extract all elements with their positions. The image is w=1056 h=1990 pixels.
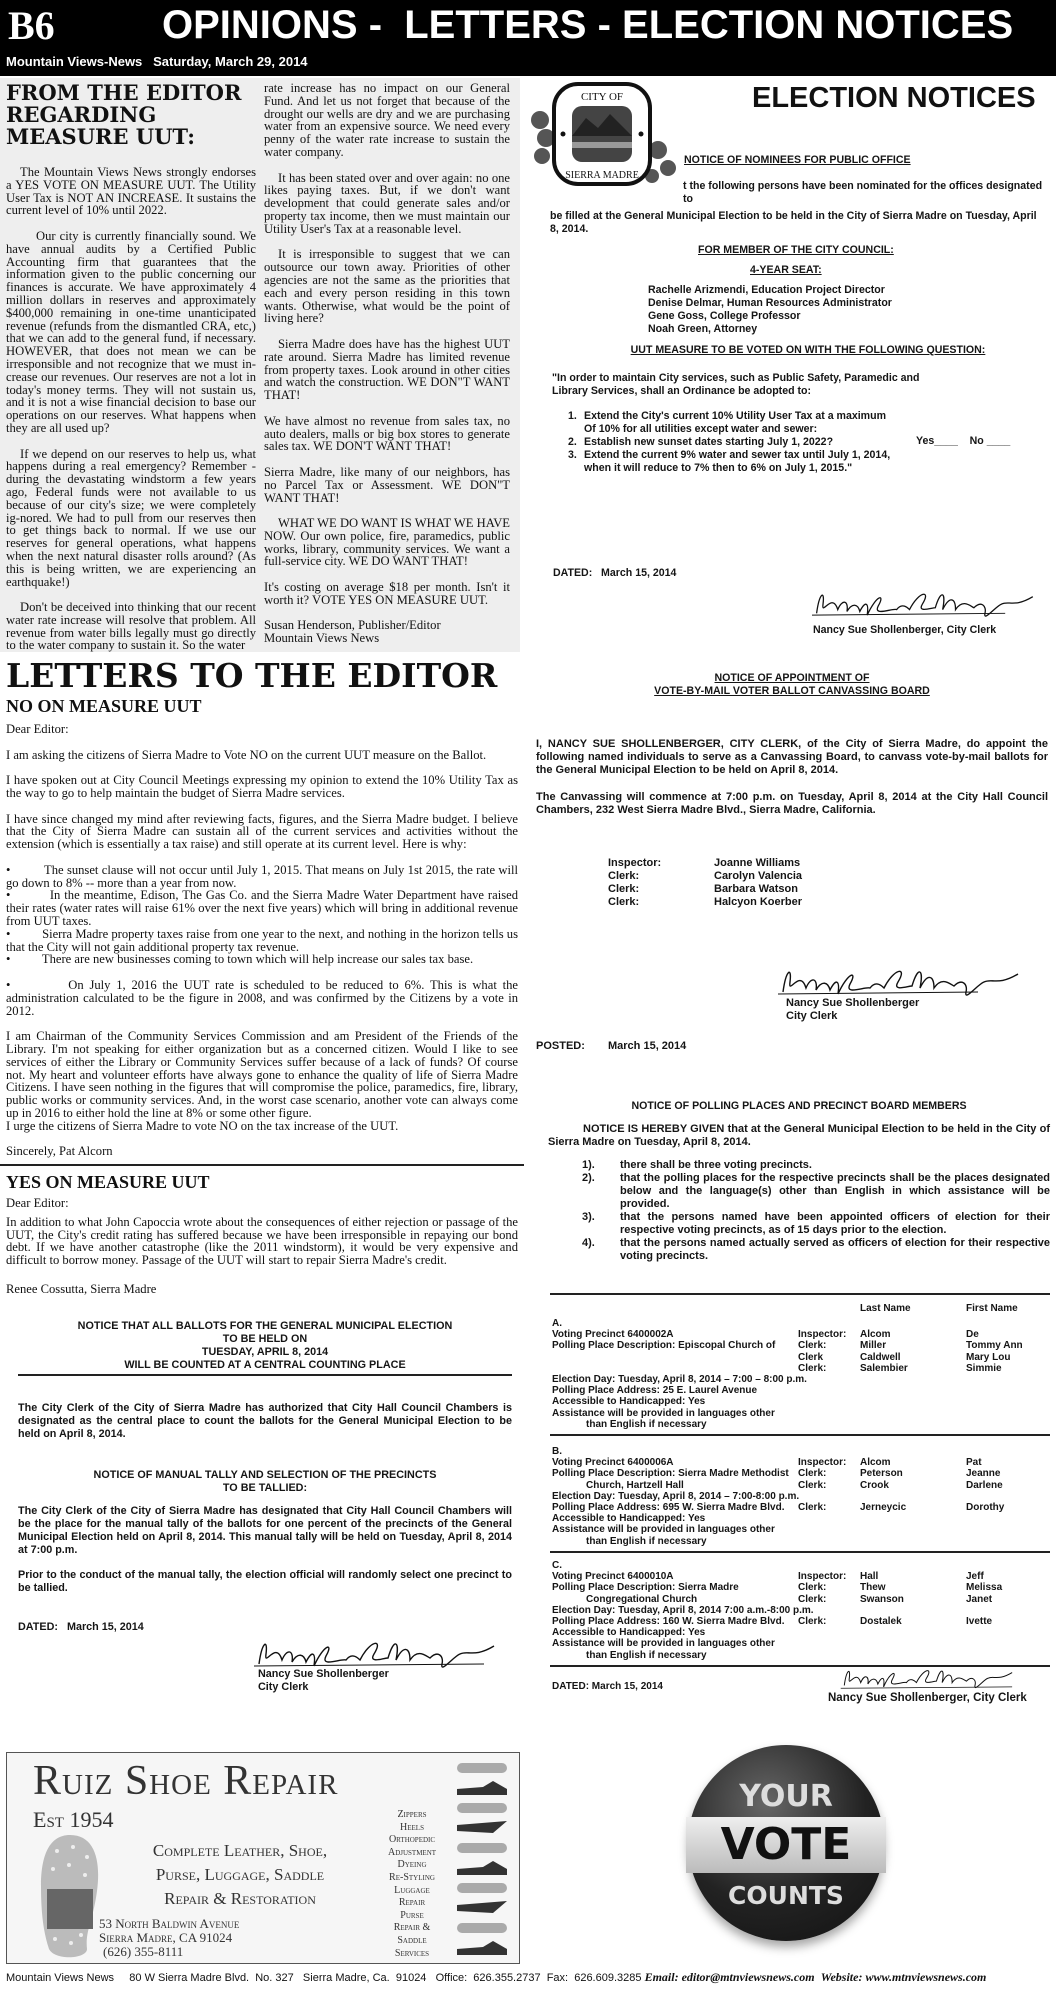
greeting: Dear Editor: (6, 722, 69, 736)
intro-line: be filled at the General Municipal Election to be held in the City of Sierra Madre on Tuesday, April 8, 2014. (550, 210, 1037, 235)
precinct-official (798, 1352, 1010, 1363)
official-first-name: Ivette (966, 1616, 993, 1627)
official-last-name: Swanson (860, 1593, 904, 1605)
item-text: that the persons named have been appointed officers of election for their respective voting precincts, as of 15 days prior to the election. (620, 1211, 1050, 1236)
official-first-name: Janet (966, 1593, 993, 1605)
page-footer (0, 1968, 1056, 1990)
heading-line: TUESDAY, APRIL 8, 2014 (201, 1345, 329, 1358)
address-line: 53 North Baldwin Avenue (99, 1916, 240, 1931)
official-role: Clerk: (798, 1362, 827, 1374)
paragraph: WHAT WE DO WANT IS WHAT WE HAVE NOW. Our own police, fire, paramedics, public works, library, community services. We want a full-service city. WE DO WANT THAT! (264, 516, 510, 569)
ruiz-shoe-repair-ad[interactable] (6, 1752, 520, 1964)
paragraph: I, NANCY SUE SHOLLENBERGER, CITY CLERK, of the City of Sierra Madre, do appoint the following named individuals to serve as a Canvassing Board, to canvass vote-by-mail ballots for the General Municipal Election to be held on April 8, 2014. (536, 738, 1048, 776)
precinct-block (552, 1560, 1052, 1661)
board-member (608, 896, 1048, 909)
ad-tagline (115, 1839, 365, 1911)
official-first-name: Jeff (966, 1571, 984, 1583)
precinct-block (552, 1318, 1052, 1430)
service: Luggage (394, 1884, 430, 1896)
official-first-name: Darlene (966, 1479, 1003, 1491)
service: Saddle (397, 1934, 427, 1946)
divider (550, 1293, 1050, 1295)
polling-item (582, 1172, 1050, 1211)
footer-email[interactable]: Email: editor@mtnviewsnews.com (644, 1970, 815, 1984)
precinct-desc: Polling Place Description: Sierra Madre (552, 1582, 739, 1594)
precinct-assist: Assistance will be provided in languages other (552, 1407, 775, 1419)
bullet-item: • There are new businesses coming to town which will help increase our sales tax base. (6, 952, 474, 967)
official-first-name: Pat (966, 1457, 982, 1469)
signer: Susan Henderson, Publisher/Editor (264, 618, 441, 633)
role: Inspector: (608, 857, 662, 869)
precinct-precinct: Voting Precinct 6400006A (552, 1457, 674, 1469)
masthead-line (6, 54, 308, 69)
heading-line: WILL BE COUNTED AT A CENTRAL COUNTING PLACE (124, 1358, 406, 1371)
title-line: REGARDING (6, 102, 157, 127)
ad-established: Est 1954 (33, 1807, 114, 1832)
official-first-name: Dorothy (966, 1502, 1005, 1513)
precinct-assist: Assistance will be provided in languages other (552, 1638, 775, 1650)
letter-heading: YES ON MEASURE UUT (6, 1172, 210, 1193)
footer-contact: Mountain Views News 80 W Sierra Madre Blvd. No. 327 Sierra Madre, Ca. 91024 Office: 626.355.2737 Fax: 626.609.3285 (6, 1972, 645, 1984)
precinct-desc-cont: Church, Hartzell Hall (586, 1479, 684, 1491)
signer-title: City Clerk (258, 1680, 309, 1693)
official-last-name: Hall (860, 1571, 879, 1583)
official-first-name: Melissa (966, 1582, 1003, 1594)
precinct-address: Polling Place Address: 25 E. Laurel Avenue (552, 1385, 758, 1397)
bullet-item: • The sunset clause will not occur until July 1, 2015. That means on July 1st 2015, the rate will go down to 8% -- more than a year from now. (6, 862, 518, 890)
precinct-address: Polling Place Address: 695 W. Sierra Madre Blvd. (552, 1502, 785, 1514)
official-role: Inspector: (798, 1329, 847, 1341)
paragraph: Our city is currently financially sound. We have annual audits by a Certified Public Accounting firm that guarantees that the information given to the public concerning our finances is accurate. We have approximately 4 million dollars in reserves and approximately $400,000 remaining in one-time unanticipated revenue (refunds from the dismantled CRA, etc,) that we can add to the general fund, if necessary. HOWEVER, that does not mean we can be irresponsible and not recognize that we must in-crease our revenues. Our reserves are not a lot in today's money terms. They will not sustain us, and it is not a wise financial decision to base our operations on our reserves. What happens when they are all used up? (6, 228, 256, 435)
paragraph: NOTICE IS HEREBY GIVEN that at the General Municipal Election to be held in the City of Sierra Madre on Tuesday, April 8, 2014. (548, 1123, 1050, 1148)
letter-signature: Renee Cossutta, Sierra Madre (6, 1282, 157, 1297)
posted-label: POSTED: (536, 1040, 585, 1052)
paragraph: If we depend on our reserves to help us, what happens during a real emergency? Remember - during the devastating windstorm a few years ago, Federal funds were not available to us because of our city's size; we were completely ig-nored. We had to pull from our reserves then to get things back to normal. If we use our reserves for general operations, what happens when the next natural disaster rolls around? (As this is being written, we are experiencing an earthquake!) (6, 446, 256, 589)
member-name: Barbara Watson (714, 883, 798, 895)
official-first-name: Mary Lou (966, 1351, 1011, 1363)
item-number: 2). (582, 1172, 595, 1184)
tagline-line: Purse, Luggage, Saddle (155, 1865, 325, 1884)
bullet-item: • In the meantime, Edison, The Gas Co. and the Sierra Madre Water Department have raised their rates (water rates will raise 61% over the next five years) which will bring in additional revenue from UUT taxes. (6, 888, 518, 928)
measure-item (568, 410, 898, 436)
precinct-official (798, 1594, 992, 1605)
paragraph: Sierra Madre, like many of our neighbors, has no Parcel Tax or Assessment. WE DON"T WANT THAT! (264, 464, 510, 505)
letter-signature: Sincerely, Pat Alcorn (6, 1144, 113, 1159)
precinct-letter: A. (552, 1318, 562, 1329)
signer-title: City Clerk (786, 1010, 838, 1022)
tagline-line: Repair & Restoration (164, 1889, 316, 1908)
official-last-name: Salembier (860, 1362, 908, 1374)
paragraph: The City Clerk of the City of Sierra Madre has authorized that City Hall Council Chambers is designated as the central place to count the ballots for the General Municipal Election to be held on April 8, 2014. (18, 1401, 512, 1440)
paragraph: Don't be deceived into thinking that our recent water rate increase will resolve that problem. All revenue from water bills legally must go directly to the water company to sustain it. So the water (6, 600, 256, 653)
precinct-assist-cont: than English if necessary (586, 1649, 707, 1661)
signer-org: Mountain Views News (264, 631, 380, 646)
address-line: Sierra Madre, CA 91024 (99, 1930, 233, 1945)
paragraph: rate increase has no impact on our General Fund. And let us not forget that because of the drought our wells are dry and we are purchasing water from an expensive source. We need every penny of the water rate increase to sustain the water company. (264, 81, 510, 159)
precinct-official (798, 1329, 979, 1340)
polling-item (582, 1211, 1050, 1237)
precinct-official (798, 1502, 1004, 1513)
greeting: Dear Editor: (6, 1196, 69, 1211)
paragraph: The Canvassing will commence at 7:00 p.m. on Tuesday, April 8, 2014 at the City Hall Council Chambers, 232 West Sierra Madre Blvd., Sierra Madre, California. (536, 791, 1048, 816)
ad-address (99, 1917, 239, 1959)
divider (18, 1374, 512, 1376)
paragraph: Prior to the conduct of the manual tally, the election official will randomly select one precinct to be tallied. (18, 1568, 512, 1594)
item-text: that the polling places for the respective precincts shall be the places designated below and the language(s) other than English in which assistance will be provided. (620, 1172, 1050, 1210)
letter-heading: NO ON MEASURE UUT (6, 696, 202, 716)
member-name: Joanne Williams (714, 857, 801, 869)
notice-heading (18, 1320, 512, 1372)
item-number: 1). (582, 1159, 595, 1171)
item-number: 3. (568, 449, 577, 461)
ad-phone: (626) 355-8111 (103, 1944, 184, 1959)
signature (812, 582, 1042, 628)
paragraph: It has been stated over and over again: no one likes paying taxes. But, if we don't want development that could generate sales and/or property tax income, then we must maintain our Utility User's Tax at a reasonable level. (264, 170, 510, 236)
button-text-bottom: COUNTS (728, 1881, 844, 1910)
paragraph: Sierra Madre does have has the highest UUT rate around. Sierra Madre has limited revenue from property taxes. Look around in other cities and watch the construction. WE DON"T WANT THAT! (264, 336, 510, 403)
board-member (608, 857, 1048, 870)
ad-services (371, 1809, 453, 1960)
official-first-name: Simmie (966, 1362, 1002, 1374)
paragraph: I have spoken out at City Council Meetings expressing my opinion to extend the 10% Utility Tax as the way to go to help maintain the budget of Sierra Madre services. (6, 773, 518, 800)
precinct-day: Election Day: Tuesday, April 8, 2014 – 7:00-8:00 p.m. (552, 1490, 800, 1502)
paragraph: I am asking the citizens of Sierra Madre to Vote NO on the current UUT measure on the Ballot. (6, 747, 487, 762)
official-role: Clerk (798, 1351, 824, 1363)
paragraph: It's costing on average $18 per month. Isn't it worth it? VOTE YES ON MEASURE UUT. (264, 580, 510, 607)
precinct-desc: Polling Place Description: Episcopal Church of (552, 1340, 776, 1352)
official-role: Clerk: (798, 1479, 827, 1491)
precinct-official (798, 1468, 1000, 1479)
item-text: there shall be three voting precincts. (620, 1159, 812, 1171)
official-last-name: Crook (860, 1479, 889, 1491)
official-first-name: Jeanne (966, 1468, 1001, 1480)
measure-item (568, 436, 898, 449)
member-name: Halcyon Koerber (714, 896, 803, 908)
item-number: 3). (582, 1211, 595, 1223)
divider (0, 1164, 524, 1166)
official-last-name: Alcom (860, 1329, 891, 1341)
shoe-sole-icon (35, 1831, 105, 1961)
no-option: No ____ (969, 435, 1011, 447)
canvassing-board (536, 857, 1048, 909)
official-last-name: Dostalek (860, 1616, 902, 1627)
signer-name: Nancy Sue Shollenberger (258, 1667, 389, 1680)
paragraph: It is irresponsible to suggest that we can outsource our town away. Priorities of other agencies are not the same as the priorities that each and every person residing in this town wants. Otherwise, what would be the point of living here? (264, 247, 510, 326)
candidate: Noah Green, Attorney (648, 323, 758, 335)
official-last-name: Caldwell (860, 1351, 901, 1363)
service: Heels (400, 1821, 424, 1833)
service: Dyeing (397, 1859, 427, 1871)
divider (550, 1434, 1050, 1436)
official-role: Clerk: (798, 1616, 827, 1627)
seat-heading: 4-YEAR SEAT: (750, 264, 822, 276)
polling-items (548, 1159, 1050, 1263)
canvassing-notice (536, 672, 1048, 909)
posted-date: March 15, 2014 (608, 1040, 687, 1052)
tagline-line: Complete Leather, Shoe, (152, 1841, 328, 1860)
letters-section (6, 656, 518, 1694)
paragraph: In addition to what John Capoccia wrote about the consequences of either rejection or passage of the UUT, the City's credit rating has suffered because we have been irresponsible in repaying our bond debt. If we have another catastrophe (like the 2011 windstorm), it would be very expensive and difficult to borrow money. Passage of the UUT will start to repair Sierra Madre's credit. (6, 1214, 518, 1268)
service: Services (394, 1947, 430, 1959)
posted-line (536, 1040, 686, 1053)
measure-item (568, 449, 898, 475)
signer-block (258, 1668, 389, 1694)
bullet-text: The sunset clause will not occur until July 1, 2015. That means on July 1st 2015, the rate will go down to 8% -- more than a year from now. (6, 862, 518, 890)
official-last-name: Alcom (860, 1457, 891, 1469)
shoe-icons (453, 1759, 511, 1959)
service: Re-Styling (389, 1871, 435, 1883)
precinct-official (798, 1616, 992, 1627)
issue-date: Saturday, March 29, 2014 (153, 54, 308, 69)
dated: DATED: March 15, 2014 (552, 1681, 663, 1692)
official-role: Clerk: (798, 1468, 827, 1480)
intro-line: t the following persons have been nominated for the offices designated to (683, 180, 1043, 205)
bullet-item: • On July 1, 2016 the UUT rate is scheduled to be reduced to 6%. This is what the administration calculated to be the figure in 2008, and was confirmed by the Citizens by a vote in 2012. (6, 977, 518, 1018)
candidate: Denise Delmar, Human Resources Administrator (648, 297, 892, 309)
bullet-item: • Sierra Madre property taxes raise from one year to the next, and nothing in the horizon tells us that the City will not gain additional property tax revenue. (6, 926, 518, 954)
signer-name: Nancy Sue Shollenberger (786, 997, 920, 1009)
editorial-signature (264, 619, 510, 645)
footer-website[interactable]: Website: www.mtnviewsnews.com (820, 1970, 987, 1984)
signer-block (786, 997, 919, 1023)
paragraph: I have since changed my mind after reviewing facts, figures, and the Sierra Madre budget. I believe that the City of Sierra Madre can sustain all of the current services and activities without the extension (which is essentially a tax raise) and still operate at its current level. Here is why: (6, 811, 518, 852)
board-member (608, 883, 1048, 896)
official-role: Inspector: (798, 1457, 847, 1469)
paragraph: We have almost no revenue from sales tax, no auto dealers, malls or big box stores to generate sales tax. WE DON'T WANT THAT! (264, 413, 510, 454)
role: Clerk: (608, 883, 640, 895)
item-number: 1. (568, 410, 577, 422)
precinct-precinct: Voting Precinct 6400002A (552, 1329, 674, 1341)
precinct-block (552, 1446, 1052, 1547)
section-title: OPINIONS - LETTERS - ELECTION NOTICES (162, 3, 1014, 47)
precinct-assist-cont: than English if necessary (586, 1535, 707, 1547)
measure-heading: UUT MEASURE TO BE VOTED ON WITH THE FOLLOWING QUESTION: (630, 344, 986, 356)
precinct-official (798, 1480, 1003, 1491)
divider (550, 1551, 1050, 1553)
candidate: Gene Goss, College Professor (648, 310, 801, 322)
signature (820, 1664, 1040, 1694)
button-text-middle: VOTE (686, 1817, 886, 1873)
precinct-desc: Polling Place Description: Sierra Madre Methodist (552, 1468, 789, 1480)
precinct-day: Election Day: Tuesday, April 8, 2014 – 7:00 – 8:00 p.m. (552, 1373, 807, 1385)
official-first-name: De (966, 1329, 979, 1341)
button-text-top: YOUR (739, 1779, 833, 1814)
editorial-column-2 (264, 82, 510, 645)
item-number: 2. (568, 436, 577, 448)
service: Zippers (397, 1809, 427, 1820)
polling-notice (548, 1100, 1050, 1263)
ballot-count-notice (18, 1320, 512, 1694)
heading-line: TO BE HELD ON (222, 1332, 308, 1345)
official-role: Clerk: (798, 1502, 827, 1513)
title-line: FROM THE EDITOR (6, 80, 242, 105)
bullet-text: In the meantime, Edison, The Gas Co. and the Sierra Madre Water Department have raised their rates (water rates will raise 61% over the next five years) which will bring in additional revenue from UUT taxes. (6, 888, 518, 928)
paragraph: I urge the citizens of Sierra Madre to vote NO on the tax increase of the UUT. (6, 1118, 399, 1133)
precinct-day: Election Day: Tuesday, April 8, 2014 7:00 a.m.-8:00 p.m. (552, 1604, 814, 1616)
item-text: Establish new sunset dates starting July 1, 2022? (584, 436, 834, 448)
member-name: Carolyn Valencia (714, 870, 803, 882)
title-line: MEASURE UUT: (6, 124, 196, 149)
paragraph: The Mountain Views News strongly endorses a YES VOTE ON MEASURE UUT. The Utility User Tax is NOT AN INCREASE. It sustains the current level of 10% until 2022. (6, 165, 256, 218)
dated: DATED: March 15, 2014 (553, 567, 677, 579)
editorial-title (6, 82, 256, 148)
your-vote-counts-button-graphic (688, 1745, 884, 1941)
official-last-name: Miller (860, 1340, 887, 1352)
service: Repair & (393, 1922, 431, 1934)
dated: DATED: March 15, 2014 (18, 1620, 144, 1633)
paragraph: The City Clerk of the City of Sierra Madre has designated that City Hall Council Chambers will be the place for the manual tally of the ballots for one percent of the precincts of the General Municipal Election held on April 8, 2014. This manual tally will be held on Tuesday, April 8, 2014 at 7:00 p.m. (18, 1504, 512, 1556)
office-heading: FOR MEMBER OF THE CITY COUNCIL: (698, 244, 894, 256)
candidate-list (648, 284, 892, 336)
official-role: Inspector: (798, 1571, 847, 1583)
bullet-text: Sierra Madre property taxes raise from one year to the next, and nothing in the horizon tells us that the City will not gain additional property tax revenue. (6, 926, 518, 954)
precinct-official (798, 1340, 1023, 1351)
precinct-official (798, 1582, 1002, 1593)
svg-text:SIERRA MADRE: SIERRA MADRE (565, 170, 639, 181)
signer-name: Nancy Sue Shollenberger, City Clerk (813, 624, 997, 636)
notice-heading: NOTICE OF NOMINEES FOR PUBLIC OFFICE (684, 154, 911, 166)
precinct-access: Accessible to Handicapped: Yes (552, 1513, 706, 1525)
service: Adjustment (387, 1846, 437, 1858)
page-number: B6 (8, 3, 55, 48)
notice-heading: NOTICE OF POLLING PLACES AND PRECINCT BOARD MEMBERS (631, 1100, 967, 1112)
precinct-official (798, 1571, 984, 1582)
precinct-precinct: Voting Precinct 6400010A (552, 1571, 674, 1583)
official-role: Clerk: (798, 1593, 827, 1605)
heading-line: NOTICE OF MANUAL TALLY AND SELECTION OF THE PRECINCTS (93, 1468, 437, 1481)
polling-item (582, 1237, 1050, 1263)
official-last-name: Peterson (860, 1468, 903, 1480)
role: Clerk: (608, 870, 640, 882)
bullet-text: There are new businesses coming to town which will help increase our sales tax base. (41, 952, 474, 967)
official-role: Clerk: (798, 1340, 827, 1352)
precinct-assist: Assistance will be provided in languages other (552, 1524, 775, 1536)
signer-name: Nancy Sue Shollenberger, City Clerk (828, 1692, 1027, 1704)
bullet-text: On July 1, 2016 the UUT rate is scheduled to be reduced to 6%. This is what the administration calculated to be the figure in 2008, and was confirmed by the Citizens by a vote in 2012. (6, 977, 518, 1018)
svg-text:CITY OF: CITY OF (580, 91, 624, 103)
yes-no-choice (916, 435, 1010, 448)
service: Orthopedic (388, 1834, 436, 1846)
paragraph: I am Chairman of the Community Services Commission and am President of the Friends of the Library. I'm not speaking for either organization but as a concerned citizen. Would I like to see services of either the Library or Community Services suffer because of a lack of funds? Of course not. My heart and volunteer efforts have always gone to enhance the quality of life of Sierra Madre Citizens. I have seen nothing in the figures that will compromise the police, paramedics, fire, library, public works or community services. And, in the worst case scenario, another vote can always come up in 2016 to either hold the line at 8% or some other figure. (6, 1029, 518, 1120)
precinct-letter: B. (552, 1446, 562, 1457)
editorial-column-1 (6, 82, 256, 652)
service: Purse (400, 1909, 424, 1921)
role: Clerk: (608, 896, 640, 908)
precinct-access: Accessible to Handicapped: Yes (552, 1396, 706, 1408)
item-number: 4). (582, 1237, 595, 1249)
official-role: Clerk: (798, 1582, 827, 1594)
column-header-first-name: First Name (966, 1303, 1018, 1314)
precinct-desc-cont: Congregational Church (586, 1593, 698, 1605)
precinct-letter: C. (552, 1560, 562, 1571)
column-header-last-name: Last Name (860, 1303, 911, 1314)
ballot-question: "In order to maintain City services, such as Public Safety, Paramedic and Library Services, shall an Ordinance be adopted to: (552, 372, 920, 397)
precinct-address: Polling Place Address: 160 W. Sierra Madre Blvd. (552, 1616, 785, 1628)
notice-heading: VOTE-BY-MAIL VOTER BALLOT CANVASSING BOARD (654, 685, 930, 697)
candidate: Rachelle Arizmendi, Education Project Director (648, 284, 885, 296)
official-first-name: Tommy Ann (966, 1340, 1023, 1352)
election-notices-title: ELECTION NOTICES (752, 82, 1036, 114)
nominees-notice (528, 150, 1056, 650)
paper-name: Mountain Views-News (6, 54, 143, 69)
precinct-official (798, 1457, 982, 1468)
item-text: that the persons named actually served as officers of election for their respective voting precincts. (620, 1237, 1050, 1262)
notice-heading: NOTICE OF APPOINTMENT OF (714, 672, 870, 684)
precinct-official (798, 1363, 1002, 1374)
editorial-box (0, 78, 520, 652)
precinct-assist-cont: than English if necessary (586, 1418, 707, 1430)
ad-business-name: Ruiz Shoe Repair (33, 1758, 339, 1804)
item-text: Extend the current 9% water and sewer tax until July 1, 2014, when it will reduce to 7% then to 6% on July 1, 2015." (584, 449, 891, 474)
measure-items (568, 410, 898, 475)
item-text: Extend the City's current 10% Utility User Tax at a maximum Of 10% for all utilities except water and sewer: (584, 410, 886, 435)
precinct-access: Accessible to Handicapped: Yes (552, 1627, 706, 1639)
service: Repair (398, 1897, 426, 1909)
official-last-name: Thew (860, 1582, 886, 1594)
signature-area (18, 1634, 512, 1694)
board-member (608, 870, 1048, 883)
page-header (0, 0, 1056, 76)
heading-line: TO BE TALLIED: (222, 1481, 308, 1494)
heading-line: NOTICE THAT ALL BALLOTS FOR THE GENERAL MUNICIPAL ELECTION (77, 1319, 453, 1332)
official-last-name: Jerneycic (860, 1502, 907, 1513)
polling-item (582, 1159, 1050, 1172)
yes-option: Yes____ (916, 435, 958, 447)
letters-title: LETTERS TO THE EDITOR (6, 656, 498, 695)
